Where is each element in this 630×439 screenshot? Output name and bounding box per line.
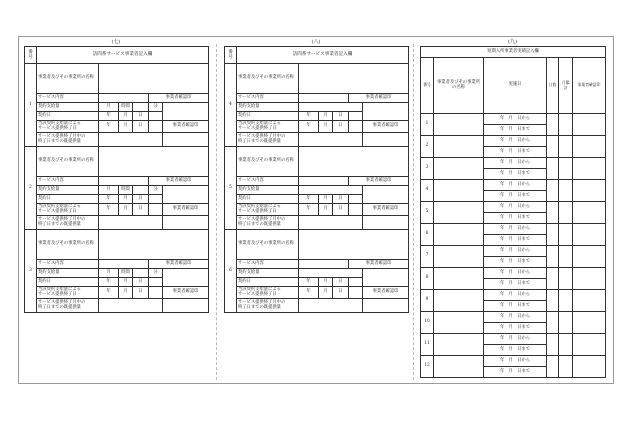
- confirm-stamp[interactable]: [363, 269, 409, 287]
- confirm-stamp[interactable]: [363, 103, 409, 121]
- date-to: 年 月 日まで: [484, 147, 547, 158]
- row-number: 4: [421, 180, 434, 202]
- day-label: 日: [133, 195, 149, 204]
- amount-minutes: 分: [149, 186, 163, 195]
- service-field[interactable]: [99, 94, 149, 103]
- contract-date-label: 契約日: [237, 278, 299, 287]
- row-number: 10: [421, 312, 434, 334]
- panel-title: 訪問系サービス事業者記入欄: [237, 47, 409, 64]
- confirm-stamp[interactable]: [363, 299, 409, 313]
- service-field[interactable]: [299, 260, 349, 269]
- end-date-label: 当該契約支給量による サービス提供終了日: [37, 121, 99, 133]
- date-from: 年 月 日から: [484, 312, 547, 323]
- monthly-field[interactable]: [559, 290, 573, 312]
- panel-number: (七): [111, 39, 121, 45]
- year-label: 年: [299, 112, 319, 121]
- confirm-label: 事業者確認印: [349, 260, 409, 269]
- amount-month: 月: [99, 103, 119, 112]
- amount-month: 月: [99, 186, 119, 195]
- days-field[interactable]: [547, 356, 559, 378]
- year-label: 年: [99, 204, 119, 216]
- days-field[interactable]: [547, 158, 559, 180]
- monthly-field[interactable]: [559, 246, 573, 268]
- provider-field[interactable]: [434, 290, 484, 312]
- month-label: 月: [319, 112, 333, 121]
- block-number: 1: [25, 64, 37, 147]
- day-label: 日: [333, 112, 349, 121]
- monthly-field[interactable]: [559, 224, 573, 246]
- day-label: 日: [333, 278, 349, 287]
- confirm-stamp[interactable]: [573, 114, 606, 136]
- date-to: 年 月 日まで: [484, 213, 547, 224]
- provider-field[interactable]: [299, 147, 409, 177]
- used-amount-label: サービス提供終了月中の 終了日までの既提供量: [237, 133, 299, 147]
- date-to: 年 月 日まで: [484, 257, 547, 268]
- date-from: 年 月 日から: [484, 268, 547, 279]
- service-label: サービス内容: [37, 177, 99, 186]
- date-to: 年 月 日まで: [484, 279, 547, 290]
- confirm-stamp[interactable]: [573, 136, 606, 158]
- days-field[interactable]: [547, 334, 559, 356]
- year-label: 年: [99, 287, 119, 299]
- provider-field[interactable]: [99, 230, 209, 260]
- confirm-stamp[interactable]: [163, 103, 209, 121]
- block-number: 6: [225, 230, 237, 313]
- day-label: 日: [333, 195, 349, 204]
- block-number: 3: [25, 230, 37, 313]
- days-field[interactable]: [547, 180, 559, 202]
- service-label: サービス内容: [37, 260, 99, 269]
- provider-label: 事業者及びその事業所の名称: [37, 230, 99, 260]
- used-amount-field[interactable]: [299, 299, 363, 313]
- used-amount-label: サービス提供終了月中の 終了日までの既提供量: [37, 299, 99, 313]
- row-number: 12: [421, 356, 434, 378]
- provider-field[interactable]: [434, 202, 484, 224]
- monthly-field[interactable]: [559, 180, 573, 202]
- amount-minutes: 分: [149, 269, 163, 278]
- date-from: 年 月 日から: [484, 334, 547, 345]
- confirm-label: 事業者確認印: [163, 287, 209, 299]
- row-number: 5: [421, 202, 434, 224]
- provider-field[interactable]: [434, 136, 484, 158]
- confirm-stamp[interactable]: [363, 133, 409, 147]
- used-amount-label: サービス提供終了月中の 終了日までの既提供量: [37, 133, 99, 147]
- confirm-label: 事業者確認印: [349, 94, 409, 103]
- year-label: 年: [299, 121, 319, 133]
- year-label: 年: [99, 278, 119, 287]
- short-stay-panel: [420, 39, 605, 378]
- year-label: 年: [299, 204, 319, 216]
- month-label: 月: [119, 204, 133, 216]
- day-label: 日: [133, 112, 149, 121]
- monthly-field[interactable]: [559, 202, 573, 224]
- month-label: 月: [119, 112, 133, 121]
- header-provider: 事業者及びその事業所の名称: [434, 58, 484, 114]
- amount-hours: 時間: [119, 269, 133, 278]
- used-amount-field[interactable]: [99, 133, 163, 147]
- service-label: サービス内容: [237, 94, 299, 103]
- provider-label: 事業者及びその事業所の名称: [237, 64, 299, 94]
- month-label: 月: [319, 287, 333, 299]
- confirm-stamp[interactable]: [363, 216, 409, 230]
- confirm-stamp[interactable]: [573, 334, 606, 356]
- confirm-stamp[interactable]: [573, 180, 606, 202]
- confirm-label: 事業者確認印: [163, 121, 209, 133]
- provider-label: 事業者及びその事業所の名称: [37, 147, 99, 177]
- row-number: 9: [421, 290, 434, 312]
- panel-separator: [413, 44, 414, 380]
- row-number: 6: [421, 224, 434, 246]
- provider-field[interactable]: [299, 230, 409, 260]
- confirm-stamp[interactable]: [573, 290, 606, 312]
- monthly-field[interactable]: [559, 356, 573, 378]
- used-amount-label: サービス提供終了月中の 終了日までの既提供量: [237, 216, 299, 230]
- date-from: 年 月 日から: [484, 224, 547, 235]
- confirm-stamp[interactable]: [573, 246, 606, 268]
- amount-field[interactable]: [299, 103, 363, 112]
- contract-date-label: 契約日: [37, 112, 99, 121]
- monthly-field[interactable]: [559, 268, 573, 290]
- provider-field[interactable]: [434, 246, 484, 268]
- header-days: 日数: [547, 58, 559, 114]
- month-label: 月: [119, 195, 133, 204]
- service-label: サービス内容: [237, 260, 299, 269]
- provider-label: 事業者及びその事業所の名称: [237, 147, 299, 177]
- month-label: 月: [119, 278, 133, 287]
- date-from: 年 月 日から: [484, 114, 547, 125]
- provider-label: 事業者及びその事業所の名称: [37, 64, 99, 94]
- day-label: 日: [133, 278, 149, 287]
- service-label: サービス内容: [237, 177, 299, 186]
- days-field[interactable]: [547, 268, 559, 290]
- contract-date-label: 契約日: [37, 278, 99, 287]
- date-from: 年 月 日から: [484, 202, 547, 213]
- year-label: 年: [99, 121, 119, 133]
- confirm-stamp[interactable]: [573, 356, 606, 378]
- service-panel: [224, 39, 408, 313]
- provider-field[interactable]: [434, 334, 484, 356]
- confirm-stamp[interactable]: [573, 312, 606, 334]
- day-label: 日: [133, 204, 149, 216]
- days-field[interactable]: [547, 202, 559, 224]
- confirm-stamp[interactable]: [163, 133, 209, 147]
- monthly-field[interactable]: [559, 334, 573, 356]
- year-label: 年: [99, 195, 119, 204]
- confirm-stamp[interactable]: [163, 299, 209, 313]
- date-from: 年 月 日から: [484, 246, 547, 257]
- block-number: 5: [225, 147, 237, 230]
- service-field[interactable]: [99, 177, 149, 186]
- amount-minutes: 分: [149, 103, 163, 112]
- day-label: 日: [333, 287, 349, 299]
- day-label: 日: [133, 121, 149, 133]
- provider-field[interactable]: [99, 64, 209, 94]
- panel-separator: [216, 44, 217, 380]
- confirm-label: 事業者確認印: [149, 94, 209, 103]
- month-label: 月: [319, 121, 333, 133]
- confirm-stamp[interactable]: [573, 268, 606, 290]
- amount-field[interactable]: [299, 269, 363, 278]
- used-amount-field[interactable]: [99, 299, 163, 313]
- confirm-label: 事業者確認印: [349, 177, 409, 186]
- provider-field[interactable]: [299, 64, 409, 94]
- year-label: 年: [299, 287, 319, 299]
- days-field[interactable]: [547, 136, 559, 158]
- days-field[interactable]: [547, 290, 559, 312]
- confirm-label: 事業者確認印: [363, 287, 409, 299]
- date-from: 年 月 日から: [484, 290, 547, 301]
- header-date: 実施日: [484, 58, 547, 114]
- panel-number: (九): [508, 39, 517, 45]
- days-field[interactable]: [547, 312, 559, 334]
- used-amount-field[interactable]: [99, 216, 163, 230]
- month-label: 月: [119, 287, 133, 299]
- confirm-label: 事業者確認印: [149, 260, 209, 269]
- end-date-label: 当該契約支給量による サービス提供終了日: [37, 287, 99, 299]
- confirm-stamp[interactable]: [163, 186, 209, 204]
- service-field[interactable]: [299, 94, 349, 103]
- confirm-label: 事業者確認印: [363, 121, 409, 133]
- days-field[interactable]: [547, 114, 559, 136]
- confirm-stamp[interactable]: [163, 216, 209, 230]
- date-from: 年 月 日から: [484, 136, 547, 147]
- provider-field[interactable]: [434, 158, 484, 180]
- date-to: 年 月 日まで: [484, 235, 547, 246]
- confirm-stamp[interactable]: [573, 224, 606, 246]
- row-number: 7: [421, 246, 434, 268]
- row-number: 11: [421, 334, 434, 356]
- month-label: 月: [319, 278, 333, 287]
- amount-label: 契約支給量: [37, 186, 99, 195]
- used-amount-field[interactable]: [299, 133, 363, 147]
- date-to: 年 月 日まで: [484, 169, 547, 180]
- header-monthly: 月累計: [559, 58, 573, 114]
- confirm-label: 事業者確認印: [149, 177, 209, 186]
- provider-field[interactable]: [434, 180, 484, 202]
- day-label: 日: [333, 121, 349, 133]
- date-to: 年 月 日まで: [484, 345, 547, 356]
- days-field[interactable]: [547, 224, 559, 246]
- end-date-label: 当該契約支給量による サービス提供終了日: [237, 204, 299, 216]
- panel-title: 訪問系サービス事業者記入欄: [37, 47, 209, 64]
- row-number: 3: [421, 158, 434, 180]
- provider-field[interactable]: [434, 224, 484, 246]
- amount-hours: 時間: [119, 186, 133, 195]
- used-amount-label: サービス提供終了月中の 終了日までの既提供量: [37, 216, 99, 230]
- header-number: 番号: [225, 47, 237, 64]
- date-from: 年 月 日から: [484, 180, 547, 191]
- row-number: 8: [421, 268, 434, 290]
- block-number: 2: [25, 147, 37, 230]
- days-field[interactable]: [547, 246, 559, 268]
- month-label: 月: [319, 204, 333, 216]
- date-to: 年 月 日まで: [484, 367, 547, 378]
- provider-field[interactable]: [99, 147, 209, 177]
- contract-date-label: 契約日: [237, 195, 299, 204]
- provider-label: 事業者及びその事業所の名称: [237, 230, 299, 260]
- row-number: 1: [421, 114, 434, 136]
- month-label: 月: [319, 195, 333, 204]
- confirm-label: 事業者確認印: [363, 204, 409, 216]
- day-label: 日: [133, 287, 149, 299]
- provider-field[interactable]: [434, 312, 484, 334]
- date-to: 年 月 日まで: [484, 191, 547, 202]
- service-panel: [24, 39, 208, 313]
- block-number: 4: [225, 64, 237, 147]
- amount-label: 契約支給量: [37, 103, 99, 112]
- confirm-stamp[interactable]: [363, 186, 409, 204]
- monthly-field[interactable]: [559, 312, 573, 334]
- year-label: 年: [299, 278, 319, 287]
- amount-label: 契約支給量: [237, 269, 299, 278]
- amount-hours: 時間: [119, 103, 133, 112]
- confirm-label: 事業者確認印: [163, 204, 209, 216]
- year-label: 年: [99, 112, 119, 121]
- amount-month: 月: [99, 269, 119, 278]
- end-date-label: 当該契約支給量による サービス提供終了日: [237, 287, 299, 299]
- provider-field[interactable]: [434, 356, 484, 378]
- header-number: 番号: [25, 47, 37, 64]
- short-stay-table: [420, 46, 606, 378]
- provider-field[interactable]: [434, 268, 484, 290]
- date-to: 年 月 日まで: [484, 125, 547, 136]
- confirm-stamp[interactable]: [573, 158, 606, 180]
- header-confirm: 事業者確認印: [573, 58, 606, 114]
- panel-number: (八): [311, 39, 321, 45]
- date-to: 年 月 日まで: [484, 301, 547, 312]
- used-amount-label: サービス提供終了月中の 終了日までの既提供量: [237, 299, 299, 313]
- service-label: サービス内容: [37, 94, 99, 103]
- service-field[interactable]: [99, 260, 149, 269]
- amount-label: 契約支給量: [237, 103, 299, 112]
- amount-label: 契約支給量: [37, 269, 99, 278]
- date-from: 年 月 日から: [484, 158, 547, 169]
- service-table: [224, 46, 409, 313]
- end-date-label: 当該契約支給量による サービス提供終了日: [37, 204, 99, 216]
- confirm-stamp[interactable]: [163, 269, 209, 287]
- service-table: [24, 46, 209, 313]
- month-label: 月: [119, 121, 133, 133]
- monthly-field[interactable]: [559, 136, 573, 158]
- contract-date-label: 契約日: [237, 112, 299, 121]
- service-field[interactable]: [299, 177, 349, 186]
- amount-field[interactable]: [299, 186, 363, 195]
- date-to: 年 月 日まで: [484, 323, 547, 334]
- amount-label: 契約支給量: [237, 186, 299, 195]
- header-number: 番号: [421, 58, 434, 114]
- used-amount-field[interactable]: [299, 216, 363, 230]
- short-stay-title: 短期入所事業者実績記入欄: [421, 47, 606, 58]
- monthly-field[interactable]: [559, 158, 573, 180]
- monthly-field[interactable]: [559, 114, 573, 136]
- confirm-stamp[interactable]: [573, 202, 606, 224]
- day-label: 日: [333, 204, 349, 216]
- year-label: 年: [299, 195, 319, 204]
- date-from: 年 月 日から: [484, 356, 547, 367]
- row-number: 2: [421, 136, 434, 158]
- provider-field[interactable]: [434, 114, 484, 136]
- contract-date-label: 契約日: [37, 195, 99, 204]
- end-date-label: 当該契約支給量による サービス提供終了日: [237, 121, 299, 133]
